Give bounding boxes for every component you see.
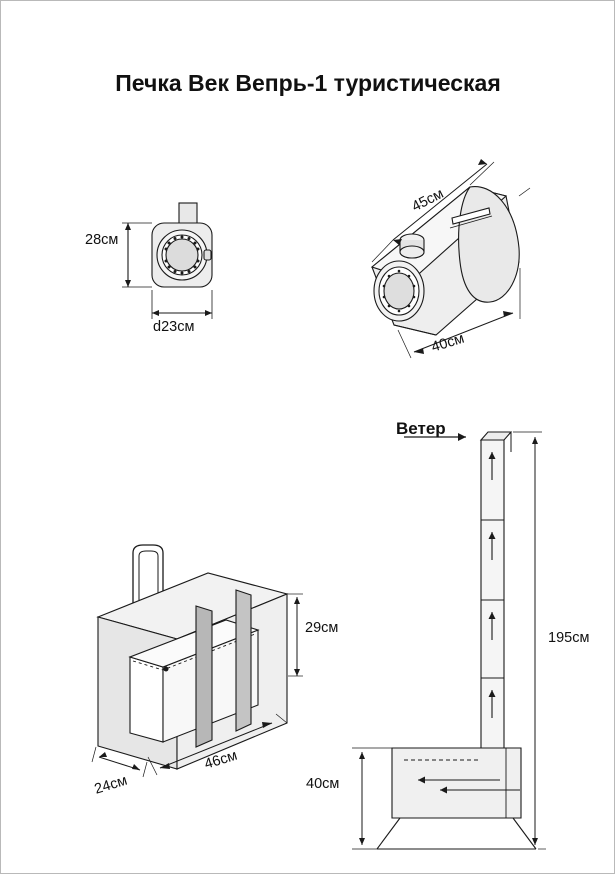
dim-iso-length: 45см (409, 185, 447, 216)
dim-packed-height: 29см (305, 620, 339, 636)
dim-front-diameter: d23см (153, 319, 195, 335)
wind-label: Ветер (396, 419, 446, 438)
dim-packed-depth: 24см (92, 772, 130, 798)
dim-stove-height: 40см (306, 776, 340, 792)
assembled-view-group (352, 432, 546, 849)
dim-total-height: 195см (548, 630, 590, 646)
dim-iso-depth: 40см (429, 330, 467, 356)
dim-front-height: 28см (85, 232, 119, 248)
iso-view-group (372, 159, 530, 358)
front-view-group (122, 203, 212, 319)
packed-view-group (92, 545, 303, 777)
dim-packed-width: 46см (202, 747, 240, 773)
page-title: Печка Век Вепрь-1 туристическая (115, 70, 501, 96)
